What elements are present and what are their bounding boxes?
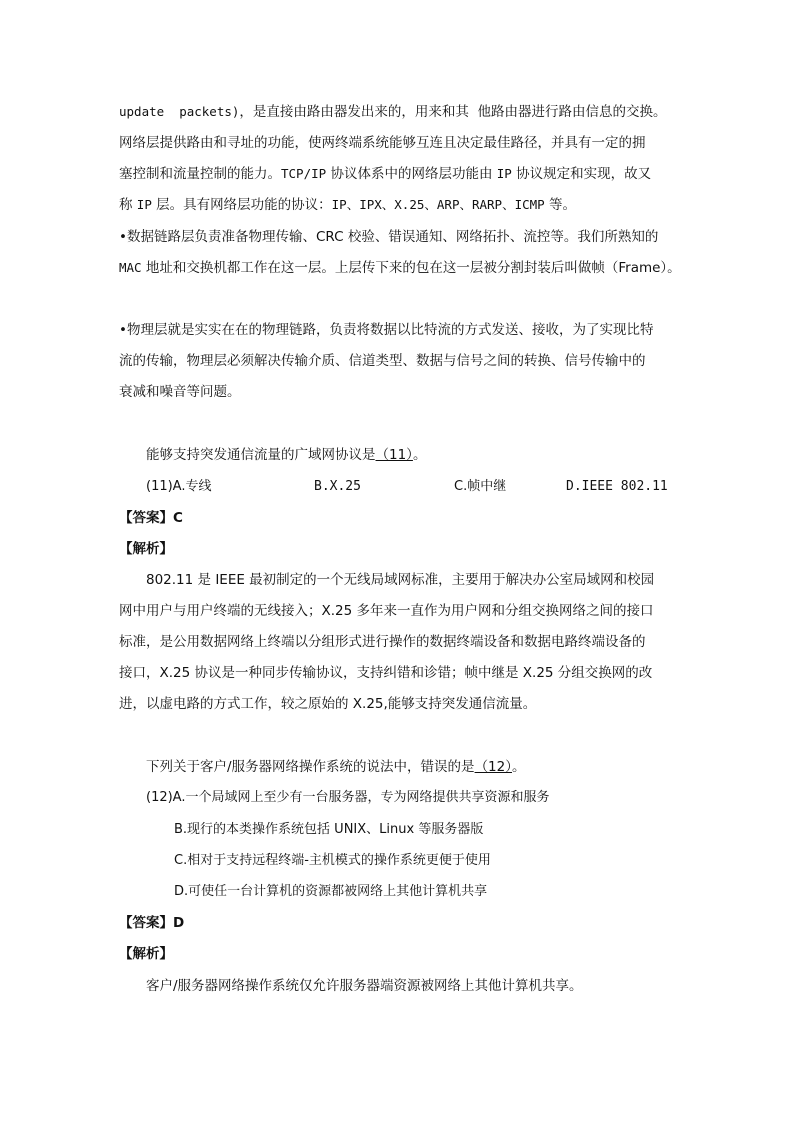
q11-analysis-label: 【解析】 (119, 541, 173, 557)
q12-answer: 【答案】D (119, 915, 185, 931)
intro-line-2: 网络层提供路由和寻址的功能，使两终端系统能够互连且决定最佳路径，并具有一定的拥 (119, 135, 646, 151)
q11-analysis-line-2: 网中用户与用户终端的无线接入；X.25 多年来一直作为用户网和分组交换网络之间的接口 (119, 603, 654, 619)
q12-option-a: (12)A.一个局域网上至少有一台服务器，专为网络提供共享资源和服务 (146, 790, 550, 805)
physical-line-2: 流的传输，物理层必须解决传输介质、信道类型、数据与信号之间的转换、信号传输中的 (119, 353, 646, 369)
datalink-line-1: •数据链路层负责准备物理传输、CRC 校验、错误通知、网络拓扑、流控等。我们所熟知的 (119, 229, 659, 245)
q12-option-b: B.现行的本类操作系统包括 UNIX、Linux 等服务器版 (174, 822, 484, 837)
q12-option-c: C.相对于支持远程终端-主机模式的操作系统更便于使用 (174, 853, 491, 868)
q11-option-a: (11)A.专线 (146, 479, 212, 494)
q12-answer-value: D (173, 915, 185, 931)
q12-analysis-text: 客户/服务器网络操作系统仅允许服务器端资源被网络上其他计算机共享。 (146, 978, 583, 994)
q11-analysis-line-4: 接口，X.25 协议是一种同步传输协议，支持纠错和诊错；帧中继是 X.25 分组交换网的改 (119, 665, 653, 681)
intro-line-1: update packets)，是直接由路由器发出来的，用来和其 他路由器进行路由信息的交换。 (119, 104, 667, 120)
q11-analysis-line-3: 标准，是公用数据网络上终端以分组形式进行操作的数据终端设备和数据电路终端设备的 (119, 634, 646, 650)
datalink-line-2: MAC 地址和交换机都工作在这一层。上层传下来的包在这一层被分割封装后叫做帧（Frame）。 (119, 260, 681, 276)
intro-line-4: 称 IP 层。具有网络层功能的协议：IP、IPX、X.25、ARP、RARP、ICMP 等。 (119, 197, 576, 213)
q11-option-b: B.X.25 (314, 479, 361, 494)
q12-stem: 下列关于客户/服务器网络操作系统的说法中，错误的是（12）。 (146, 759, 526, 775)
q11-answer-value: C (173, 510, 183, 526)
q12-analysis-label: 【解析】 (119, 946, 173, 962)
physical-line-3: 衰减和噪音等问题。 (119, 384, 241, 400)
q11-analysis-line-1: 802.11 是 IEEE 最初制定的一个无线局域网标准，主要用于解决办公室局域网和校园 (146, 572, 655, 588)
q12-blank: （12） (474, 759, 512, 775)
intro-line-3: 塞控制和流量控制的能力。TCP/IP 协议体系中的网络层功能由 IP 协议规定和实现，故又 (119, 166, 652, 182)
q11-option-d: D.IEEE 802.11 (566, 479, 668, 494)
q11-analysis-line-5: 进，以虚电路的方式工作，较之原始的 X.25,能够支持突发通信流量。 (119, 696, 537, 712)
q11-stem: 能够支持突发通信流量的广域网协议是（11）。 (146, 447, 427, 463)
physical-line-1: •物理层就是实实在在的物理链路，负责将数据以比特流的方式发送、接收，为了实现比特 (119, 322, 654, 338)
q11-option-c: C.帧中继 (454, 479, 507, 494)
q11-answer: 【答案】C (119, 510, 183, 526)
q11-blank: （11） (375, 447, 413, 463)
q12-option-d: D.可使任一台计算机的资源都被网络上其他计算机共享 (174, 884, 488, 899)
